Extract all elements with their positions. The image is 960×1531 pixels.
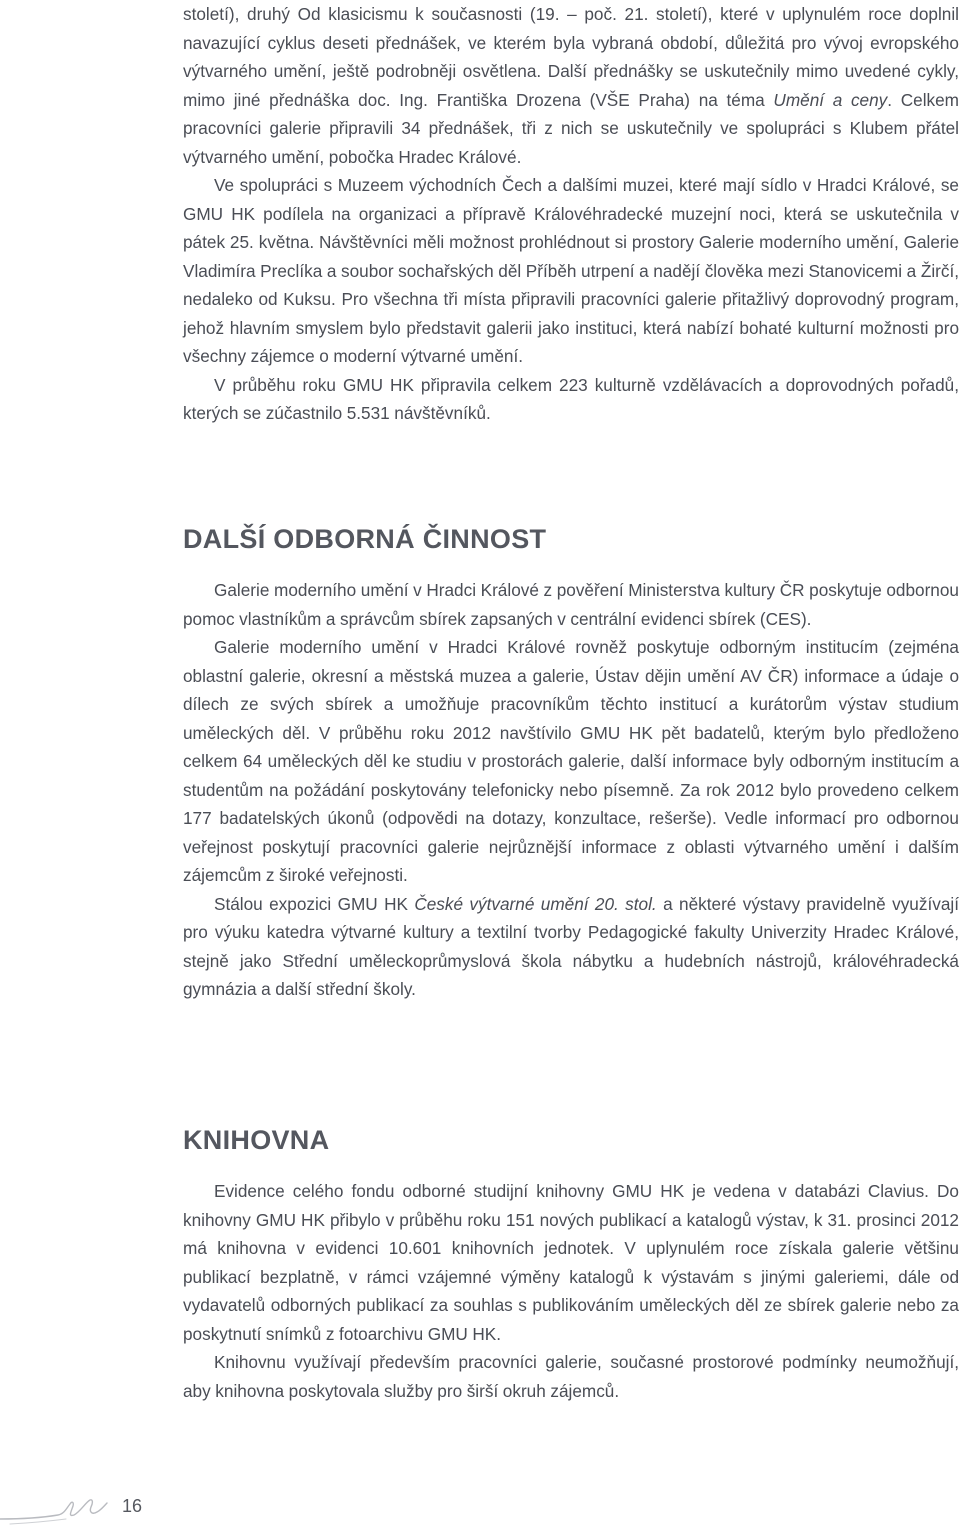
top-continuation-text xyxy=(183,0,959,428)
page-number: 16 xyxy=(122,1496,143,1516)
paragraph-lectures: století), druhý Od klasicismu k současnosti (19. – poč. 21. století), které v uplynulém roce doplnil navazující cyklus deseti přednášek, ve kterém byla vybraná období, důležitá pro vývoj evropského výtvarného umění, ještě podrobněji osvětlena. Další přednášky se uskutečnily mimo uvedené cykly, mimo jiné přednáška doc. Ing. Františka Drozena (VŠE Praha) na téma Umění a ceny. Celkem pracovníci galerie připravili 34 přednášek, tři z nich se uskutečnily ve spolupráci s Klubem přátel výtvarného umění, pobočka Hradec Králové. xyxy=(183,4,959,167)
paragraph-museum-night: Ve spolupráci s Muzeem východních Čech a dalšími muzei, které mají sídlo v Hradci Králové, se GMU HK podílela na organizaci a přípravě Královéhradecké muzejní noci, která se uskutečnila v pátek 25. května. Návštěvníci měli možnost prohlédnout si prostory Galerie moderního umění, Galerie Vladimíra Preclíka a soubor sochařských děl Příběh utrpení a nadějí člověka mezi Stanovicemi a Žirčí, nedaleko od Kuksu. Pro všechna tři místa připravili pracovníci galerie přitažlivý doprovodný program, jehož hlavním smyslem bylo představit galerii jako instituci, která nabízí bohaté kulturní možnosti pro všechny zájemce o moderní výtvarné umění. xyxy=(183,175,959,366)
section-heading: KNIHOVNA xyxy=(183,1125,330,1155)
section-knihovna xyxy=(183,1124,959,1405)
paragraph-education: Stálou expozici GMU HK České výtvarné umění 20. stol. a některé výstavy pravidelně využívají pro výuku katedra výtvarné kultury a textilní tvorby Pedagogické fakulty Univerzity Hradec Králové, stejně jako Střední uměleckoprůmyslová škola nábytku a hudebních nástrojů, královéhradecká gymnázia a další střední školy. xyxy=(183,893,959,999)
paragraph-library-use: Knihovnu využívají především pracovníci galerie, současné prostorové podmínky neumožňují, aby knihovna poskytovala služby pro širší okruh zájemců. xyxy=(183,1352,959,1401)
paragraph-library-fund: Evidence celého fondu odborné studijní knihovny GMU HK je vedena v databázi Clavius. Do knihovny GMU HK přibylo v průběhu roku 151 nových publikací a katalogů výstav, k 31. prosinci 2012 má knihovna v evidenci 10.601 knihovních jednotek. V uplynulém roce získala galerie většinu publikací bezplatně, v rámci vzájemné výměny katalogů k výstavám s jinými galeriemi, dále od vydavatelů odborných publikací za souhlas s publikováním uměleckých děl ze sbírek galerie nebo za poskytnutí snímků z fotoarchivu GMU HK. xyxy=(183,1181,959,1344)
paragraph-research: Galerie moderního umění v Hradci Králové rovněž poskytuje odborným institucím (zejména oblastní galerie, okresní a městská muzea a galerie, Ústav dějin umění AV ČR) informace a údaje o dílech ze svých sbírek a umožňuje pracovníkům těchto institucí a kurátorům výstav studium uměleckých děl. V průběhu roku 2012 navštívilo GMU HK pět badatelů, kterým bylo předloženo celkem 64 uměleckých děl ke studiu v prostorách galerie, další informace byly odborným institucím a studentům na požádání poskytovány telefonicky nebo písemně. Za rok 2012 bylo provedeno celkem 177 badatelských úkonů (odpovědi na dotazy, konzultace, rešerše). Vedle informací pro odbornou veřejnost poskytují pracovníci galerie nejrůznější informace z oblasti výtvarného umění i dalším zájemcům z široké veřejnosti. xyxy=(183,637,959,885)
section-odborna-cinnost xyxy=(183,523,959,1004)
exhibition-title: České výtvarné umění 20. stol. xyxy=(414,893,657,914)
footer-swirl-icon xyxy=(0,1488,120,1528)
section-heading: DALŠÍ ODBORNÁ ČINNOST xyxy=(183,524,547,554)
lecture-title: Umění a ceny xyxy=(773,89,888,110)
paragraph-ces: Galerie moderního umění v Hradci Králové z pověření Ministerstva kultury ČR poskytuje odbornou pomoc vlastníkům a správcům sbírek zapsaných v centrální evidenci sbírek (CES). xyxy=(183,580,959,629)
paragraph-events-summary: V průběhu roku GMU HK připravila celkem 223 kulturně vzdělávacích a doprovodných pořadů, kterých se zúčastnilo 5.531 návštěvníků. xyxy=(183,374,959,423)
